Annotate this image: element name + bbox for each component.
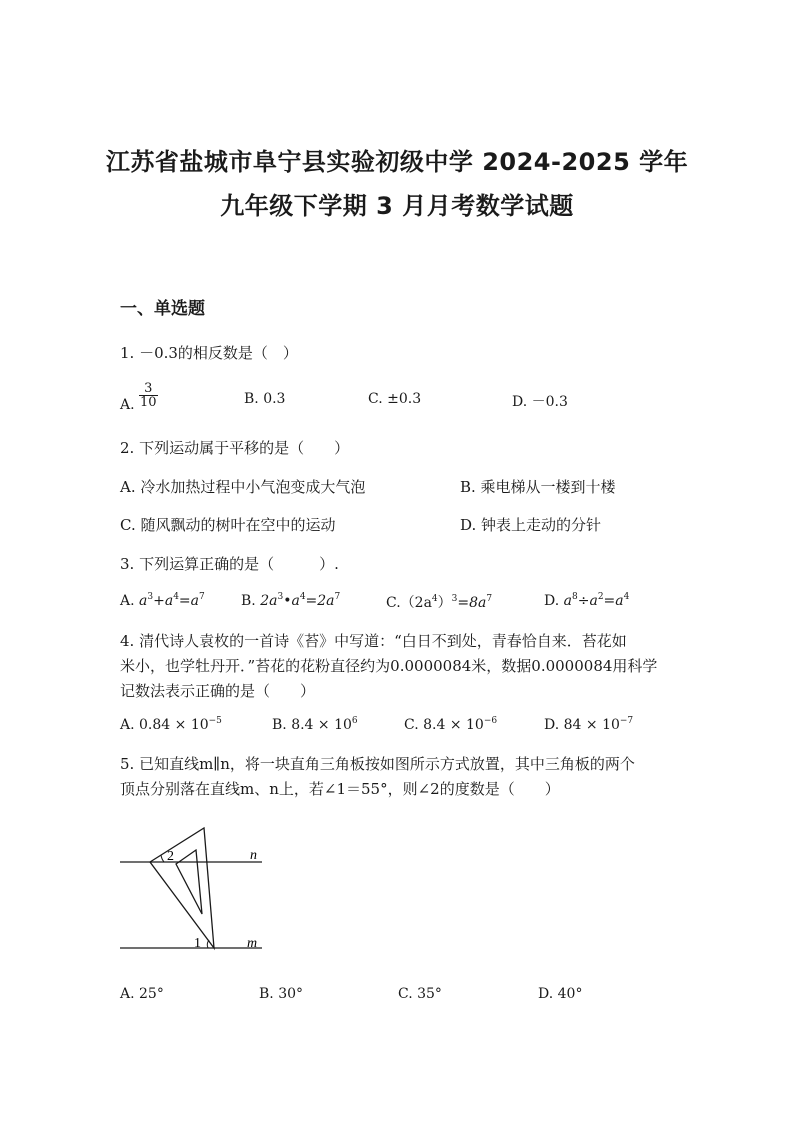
q3-c-result: =8a [457, 595, 487, 611]
q3-a-term1: a [139, 593, 148, 609]
q3-b-result: =2a [305, 593, 335, 609]
q3-c-exp3: 7 [486, 594, 493, 604]
q4-option-b [272, 716, 358, 733]
q3-b-exp1: 3 [277, 592, 284, 602]
q5-option-c: C. 35° [398, 986, 442, 1002]
q3-option-c [386, 592, 492, 612]
question-2-stem: 2. 下列运动属于平移的是（ ） [120, 439, 350, 457]
line-m-label: m [247, 936, 258, 951]
q3-option-d [544, 592, 629, 609]
q4-a-exp: −5 [208, 716, 222, 726]
question-4-stem-line2: 米小，也学牡丹开．”苔花的花粉直径约为0.0000084米，数据0.0000084用科学 [120, 657, 658, 675]
q1-option-a-numerator: 3 [139, 382, 158, 396]
question-1-stem: 1. －0.3的相反数是（ ） [120, 344, 298, 362]
question-4-stem-line1: 4. 清代诗人袁枚的一首诗《苔》中写道：“白日不到处，青春恰自来．苔花如 [120, 632, 627, 650]
q3-c-exp1: 4 [431, 594, 438, 604]
q4-option-a [120, 716, 222, 733]
q3-d-term1: a [563, 593, 572, 609]
q3-d-exp2: 2 [597, 592, 604, 602]
q2-option-a: A. 冷水加热过程中小气泡变成大气泡 [120, 478, 366, 496]
q3-b-exp2: 4 [299, 592, 306, 602]
triangle-inner [176, 850, 202, 914]
q4-d-exp: −7 [619, 716, 634, 726]
q3-c-label: C.（2a [386, 595, 432, 611]
q3-option-b [241, 592, 340, 609]
q3-b-exp3: 7 [334, 592, 341, 602]
q3-b-label: B. [241, 593, 256, 609]
q3-d-label: D. [544, 593, 560, 609]
q1-option-a [120, 381, 158, 413]
angle-1-arc [207, 940, 209, 948]
q3-a-exp2: 4 [173, 592, 179, 602]
q3-a-label: A. [120, 593, 135, 609]
q4-d-base: D. 84 × 10 [544, 717, 620, 733]
q1-option-c: C. ±0.3 [368, 391, 422, 407]
q3-a-exp3: 7 [199, 592, 205, 602]
q3-c-exp2: 3 [451, 594, 458, 604]
q3-c-paren: ） [437, 595, 452, 611]
q1-option-a-label: A. [120, 396, 135, 413]
triangle-outer [150, 828, 214, 948]
q3-d-term2: ÷a [577, 593, 598, 609]
q4-b-exp: 6 [351, 716, 358, 726]
q3-a-exp1: 3 [147, 592, 154, 602]
question-5-stem-line1: 5. 已知直线m∥n，将一块直角三角板按如图所示方式放置，其中三角板的两个 [120, 755, 635, 773]
q5-option-a: A. 25° [120, 986, 164, 1002]
q2-option-d: D. 钟表上走动的分针 [460, 516, 602, 534]
q3-a-term2: +a [153, 593, 174, 609]
q2-option-b: B. 乘电梯从一楼到十楼 [460, 478, 616, 496]
q1-option-b: B. 0.3 [244, 391, 286, 407]
q1-option-d: D. －0.3 [512, 394, 568, 410]
exam-title-line1: 江苏省盐城市阜宁县实验初级中学 2024-2025 学年 [105, 148, 689, 176]
q1-option-a-fraction [139, 382, 158, 409]
line-n-label: n [250, 848, 257, 863]
q3-a-result: =a [178, 593, 199, 609]
question-4-stem-line3: 记数法表示正确的是（ ） [120, 682, 316, 700]
q3-option-a [120, 592, 205, 609]
q4-a-base: A. 0.84 × 10 [120, 717, 209, 733]
question-5-stem-line2: 顶点分别落在直线m、n上，若∠1＝55°，则∠2的度数是（ ） [120, 780, 560, 798]
question-3-stem: 3. 下列运算正确的是（ ）. [120, 555, 339, 573]
exam-title-line2: 九年级下学期 3 月月考数学试题 [220, 192, 574, 220]
q1-option-a-denominator: 10 [140, 395, 157, 410]
angle-1-label: 1 [194, 936, 201, 951]
q4-c-base: C. 8.4 × 10 [404, 717, 484, 733]
q5-option-d: D. 40° [538, 986, 583, 1002]
q3-b-term2: •a [283, 593, 300, 609]
q3-d-result: =a [603, 593, 624, 609]
q2-option-c: C. 随风飘动的树叶在空中的运动 [120, 516, 336, 534]
q3-d-exp1: 8 [572, 592, 578, 602]
angle-2-arc [161, 855, 164, 862]
q3-b-term1: 2a [260, 593, 278, 609]
q4-option-c [404, 716, 497, 733]
q4-b-base: B. 8.4 × 10 [272, 717, 352, 733]
q5-option-b: B. 30° [259, 986, 304, 1002]
q5-triangle-figure [110, 820, 280, 960]
q4-option-d [544, 716, 633, 733]
q4-c-exp: −6 [483, 716, 498, 726]
angle-2-label: 2 [167, 849, 174, 864]
q3-d-exp3: 4 [623, 592, 630, 602]
section-heading: 一、单选题 [120, 299, 205, 319]
